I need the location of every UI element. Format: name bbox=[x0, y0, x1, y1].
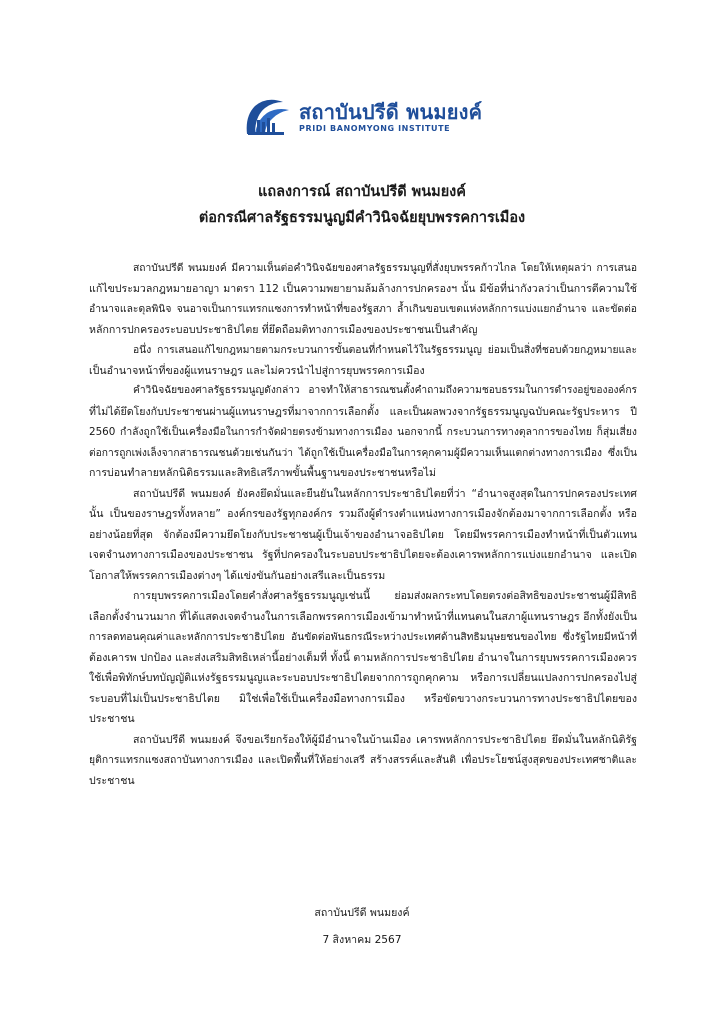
text-line: หลักการปกครองระบอบประชาธิปไตย ที่ยึดถือมติทางการเมืองของประชาชนเป็นสำคัญ bbox=[89, 323, 478, 336]
text-line: ระบอบที่ไม่เป็นประชาธิปไตย มิใช่เพื่อใช้เป็นเครื่องมือทางการเมือง หรือขัดขวางกระบวนการทางประชาธิปไตยของ bbox=[89, 692, 637, 705]
paragraph bbox=[89, 484, 637, 587]
text-line: 2560 กำลังถูกใช้เป็นเครื่องมือในการกำจัดฝ่ายตรงข้ามทางการเมือง นอกจากนี้ กระบวนการทางตุลาการของไทย ก็สุ่มเสี่ยง bbox=[89, 426, 637, 438]
text-line: การยุบพรรคการเมืองโดยคำสั่งศาลรัฐธรรมนูญเช่นนี้ ย่อมส่งผลกระทบโดยตรงต่อสิทธิของประชาชนผู้มีสิทธิ bbox=[133, 590, 637, 602]
text-line: เจตจำนงทางการเมืองของประชาชน รัฐที่ปกครองในระบอบประชาธิปไตยจะต้องเคารพหลักการแบ่งแยกอำนาจ และเปิด bbox=[89, 549, 637, 561]
document-subtitle: ต่อกรณีศาลรัฐธรรมนูญมีคำวินิจฉัยยุบพรรคการเมือง bbox=[198, 210, 526, 226]
signature-organization: สถาบันปรีดี พนมยงค์ bbox=[314, 907, 410, 919]
text-line: การลดทอนคุณค่าและหลักการประชาธิปไตย อันขัดต่อพันธกรณีระหว่างประเทศด้านสิทธิมนุษยชนของไทย ซึ่งรัฐไทยมีหน้าที่ bbox=[89, 631, 637, 643]
signature-date: 7 สิงหาคม 2567 bbox=[322, 934, 402, 946]
text-line: สถาบันปรีดี พนมยงค์ มีความเห็นต่อคำวินิจฉัยของศาลรัฐธรรมนูญที่สั่งยุบพรรคก้าวไกล โดยให้เหตุผลว่า การเสนอ bbox=[133, 262, 637, 274]
paragraph bbox=[89, 381, 637, 484]
text-line: การบ่อนทำลายหลักนิติธรรมและสิทธิเสรีภาพขั้นพื้นฐานของประชาชนหรือไม่ bbox=[89, 467, 436, 479]
text-line: สถาบันปรีดี พนมยงค์ จึงขอเรียกร้องให้ผู้มีอำนาจในบ้านเมือง เคารพหลักการประชาธิปไตย ยึดมั่นในหลักนิติรัฐ bbox=[133, 733, 637, 746]
text-line: ต้องเคารพ ปกป้อง และส่งเสริมสิทธิเหล่านี้อย่างเต็มที่ ทั้งนี้ ตามหลักการประชาธิปไตย อำนาจในการยุบพรรคการเมืองควร bbox=[89, 651, 637, 664]
text-line: ประชาชน bbox=[89, 713, 135, 725]
text-line: คำวินิจฉัยของศาลรัฐธรรมนูญดังกล่าว อาจทำให้สาธารณชนตั้งคำถามถึงความชอบธรรมในการดำรงอยู่ขององค์กร bbox=[133, 385, 637, 396]
logo-emblem-icon bbox=[243, 94, 293, 140]
logo-wordmark bbox=[299, 101, 482, 134]
logo-english-name: PRIDI BANOMYONG INSTITUTE bbox=[299, 123, 451, 133]
paragraph bbox=[89, 586, 637, 730]
logo-thai-name: สถาบันปรีดี พนมยงค์ bbox=[299, 99, 483, 124]
text-line: ต่อการถูกเพ่งเล็งจากสาธารณชนด้วยเช่นกันว่า ได้ถูกใช้เป็นเครื่องมือในการคุกคามผู้มีความเห็นแตกต่างทางการเมือง ซึ่งเป็น bbox=[89, 446, 637, 459]
text-line: สถาบันปรีดี พนมยงค์ ยังคงยึดมั่นและยืนยันในหลักการประชาธิปไตยที่ว่า “อำนาจสูงสุดในการปกครองประเทศ bbox=[133, 487, 637, 500]
text-line: เป็นอำนาจหน้าที่ของผู้แทนราษฎร และไม่ควรนำไปสู่การยุบพรรคการเมือง bbox=[89, 364, 425, 377]
statement-body bbox=[89, 258, 637, 791]
text-line: เลือกตั้งจำนวนมาก ที่ได้แสดงเจตจำนงในการเลือกพรรคการเมืองเข้ามาทำหน้าที่แทนตนในสภาผู้แทนราษฎร อีกทั้งยังเป็น bbox=[89, 610, 637, 623]
text-line: อย่างน้อยที่สุด จักต้องมีความยึดโยงกับประชาชนผู้เป็นเจ้าของอำนาจอธิปไตย โดยมีพรรคการเมืองทำหน้าที่เป็นตัวแทน bbox=[89, 528, 637, 541]
text-line: ยุติการแทรกแซงสถาบันทางการเมือง และเปิดพื้นที่ให้อย่างเสรี สร้างสรรค์และสันติ เพื่อประโยชน์สูงสุดของประเทศชาติและ bbox=[89, 754, 637, 766]
paragraph bbox=[89, 258, 637, 340]
text-line: อำนาจและดุลพินิจ จนอาจเป็นการแทรกแซงการทำหน้าที่ของรัฐสภา ล้ำเกินขอบเขตแห่งหลักการแบ่งแยกอำนาจ และขัดต่อ bbox=[89, 303, 637, 315]
text-line: แก้ไขประมวลกฎหมายอาญา มาตรา 112 เป็นความพยายามล้มล้างการปกครองฯ นั้น มีข้อที่น่ากังวลว่าเป็นการตีความใช้ bbox=[89, 282, 637, 295]
text-line: ที่ไม่ได้ยึดโยงกับประชาชนผ่านผู้แทนราษฎรที่มาจากการเลือกตั้ง และเป็นผลพวงจากรัฐธรรมนูญฉบับคณะรัฐประหาร ปี bbox=[89, 405, 637, 418]
document-title: แถลงการณ์ สถาบันปรีดี พนมยงค์ bbox=[258, 184, 466, 200]
text-line: นั้น เป็นของราษฎรทั้งหลาย” องค์กรของรัฐทุกองค์กร รวมถึงผู้ดำรงตำแหน่งทางการเมืองจักต้องมาจากการเลือกตั้ง หรือ bbox=[89, 508, 637, 520]
text-line: อนึ่ง การเสนอแก้ไขกฎหมายตามกระบวนการขั้นตอนที่กำหนดไว้ในรัฐธรรมนูญ ย่อมเป็นสิ่งที่ชอบด้วยกฎหมายและ bbox=[133, 344, 637, 356]
text-line: ประชาชน bbox=[89, 774, 135, 787]
text-line: โอกาสให้พรรคการเมืองต่างๆ ได้แข่งขันกันอย่างเสรีและเป็นธรรม bbox=[89, 569, 386, 582]
paragraph bbox=[89, 340, 637, 381]
paragraph bbox=[89, 730, 637, 792]
institute-logo bbox=[243, 92, 483, 142]
text-line: ใช้เพื่อพิทักษ์บทบัญญัติแห่งรัฐธรรมนูญและระบอบประชาธิปไตยจากการถูกคุกคาม หรือการเปลี่ยนแปลงการปกครองไปสู่ bbox=[89, 672, 637, 684]
